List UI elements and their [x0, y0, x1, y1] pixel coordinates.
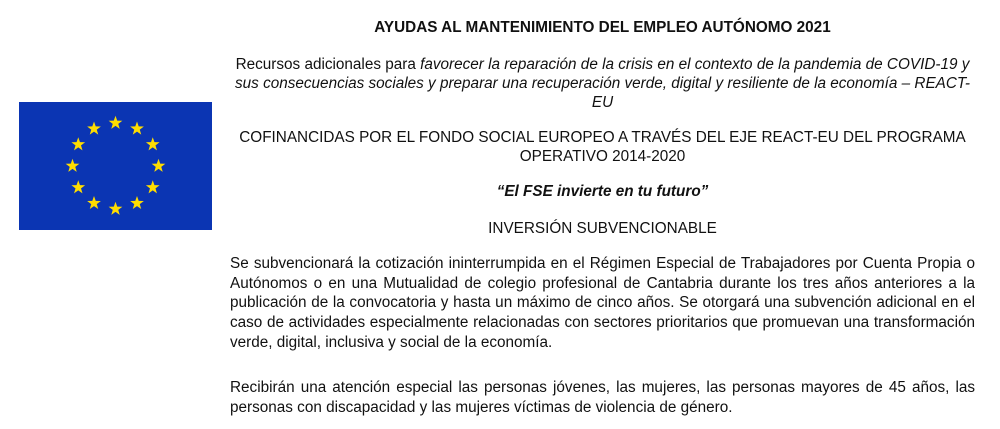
- body-paragraph-2: Recibirán una atención especial las personas jóvenes, las mujeres, las personas mayores de 45 años, las personas con discapacidad y las mujeres víctimas de violencia de género.: [230, 379, 975, 416]
- document-title: AYUDAS AL MANTENIMIENTO DEL EMPLEO AUTÓNOMO 2021: [374, 19, 831, 36]
- section-title: INVERSIÓN SUBVENCIONABLE: [488, 220, 717, 237]
- body-paragraph-1: Se subvencionará la cotización ininterrumpida en el Régimen Especial de Trabajadores por Cuenta Propia o Autónomos o en una Mutualidad de colegio profesional de Cantabria durante los tres años anteriores a la publicación de la convocatoria y hasta un máximo de cinco años. Se otorgará una subvención adicional en el caso de actividades especialmente relacionadas con sectores prioritarios que promuevan una transformación verde, digital, inclusiva y social de la economía.: [230, 255, 975, 351]
- fse-motto: “El FSE invierte en tu futuro”: [496, 183, 709, 200]
- eu-flag-icon: [19, 102, 212, 230]
- cofinancing-statement: COFINANCIDAS POR EL FONDO SOCIAL EUROPEO A TRAVÉS DEL EJE REACT-EU DEL PROGRAMA OPERATIVO 2014-2020: [239, 129, 966, 165]
- resources-intro-text: Recursos adicionales para: [235, 56, 421, 73]
- resources-description: [230, 55, 975, 112]
- eu-flag: [19, 102, 212, 230]
- resources-italic-text: favorecer la reparación de la crisis en el contexto de la pandemia de COVID-19 y sus consecuencias sociales y preparar una recuperación verde, digital y resiliente de la economía – REACT-EU: [235, 56, 970, 111]
